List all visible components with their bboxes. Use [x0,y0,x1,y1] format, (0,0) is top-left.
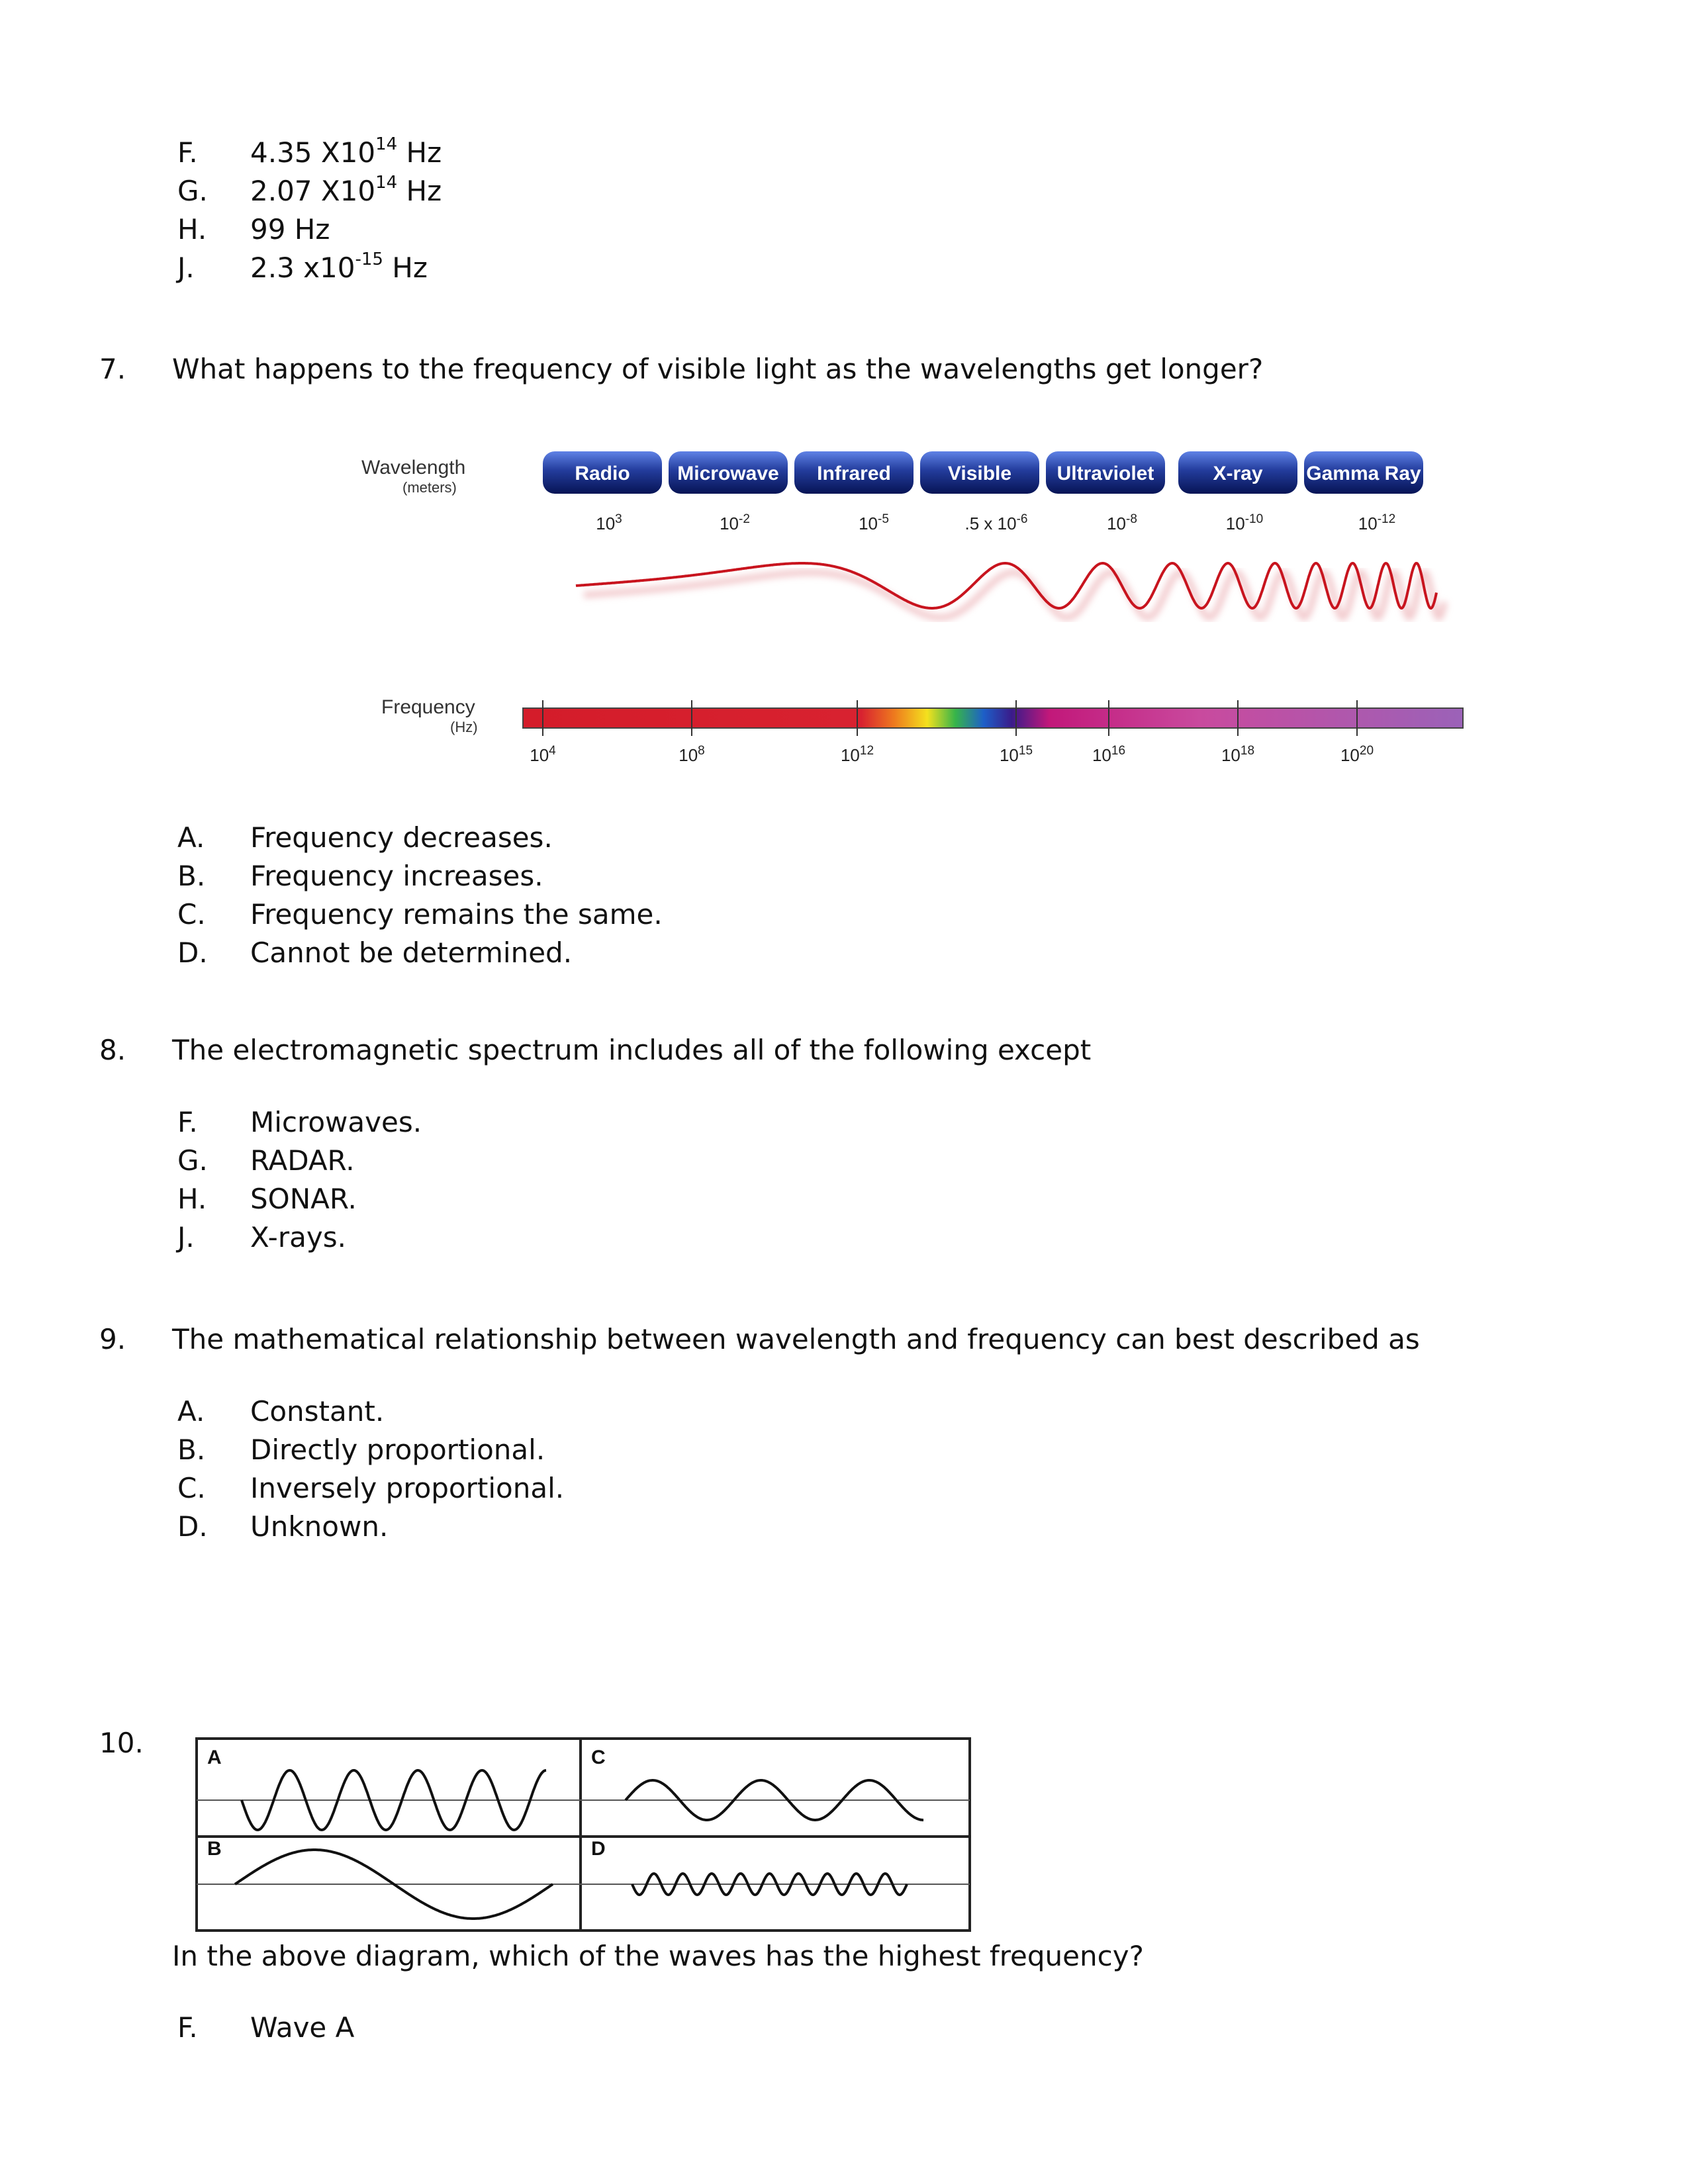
q6-option-text: 99 Hz [250,213,330,246]
wave-label-b: B [207,1838,222,1860]
option-letter: F. [177,2011,198,2044]
band-label: Ultraviolet [1056,463,1154,484]
option-text: SONAR. [250,1183,357,1215]
question-number: 9. [99,1323,126,1355]
option-text: Unknown. [250,1510,389,1543]
option-text: Frequency decreases. [250,821,553,854]
wavelength-value: $10^{-2}$ [720,512,750,533]
option-letter: C. [177,1472,206,1504]
frequency-value: $10^8$ [679,744,705,765]
frequency-value: $10^{20}$ [1340,744,1374,765]
wave-label-d: D [591,1838,606,1860]
wavelength-value: $10^3$ [596,512,622,533]
wavelength-value: $10^{-8}$ [1107,512,1137,533]
frequency-value: $10^{15}$ [999,744,1033,765]
q6-option-text: 2.07 $X10^{14}$ Hz [250,173,442,207]
option-letter: H. [177,1183,207,1215]
option-text: Directly proportional. [250,1433,545,1466]
option-letter: D. [177,1510,208,1543]
em-spectrum-diagram [344,437,1470,781]
wavelength-label: Wavelength [361,457,466,478]
option-letter: D. [177,936,208,969]
band-infrared [794,451,914,494]
wavelength-value: .5 x $10^{-6}$ [964,512,1028,533]
option-letter: A. [177,1395,205,1428]
question-text: The electromagnetic spectrum includes all of the following except [172,1034,1092,1066]
wavelength-value: $10^{-12}$ [1358,512,1396,533]
question-number: 7. [99,353,126,385]
wavelength-values [596,512,1395,533]
band-label: Infrared [817,463,891,484]
band-gamma-ray [1304,451,1423,494]
question-number: 10. [99,1727,144,1759]
option-letter: C. [177,898,206,931]
option-letter: F. [177,1106,198,1138]
wave-label-c: C [591,1747,606,1768]
option-text: Cannot be determined. [250,936,573,969]
waves-comparison-diagram [195,1737,973,1936]
band-ultraviolet [1046,451,1165,494]
q6-option-text: 2.3 $x10^{-15}$ Hz [250,250,428,284]
band-label: Radio [575,463,630,484]
q6-option-text: 4.35 $X10^{14}$ Hz [250,134,442,169]
option-letter: J. [177,1221,195,1253]
band-label: Microwave [677,463,779,484]
band-label: X-ray [1213,463,1263,484]
option-text: Microwaves. [250,1106,422,1138]
option-text: Constant. [250,1395,385,1428]
band-visible [920,451,1039,494]
frequency-value: $10^{18}$ [1221,744,1255,765]
question-number: 8. [99,1034,126,1066]
band-label: Visible [947,463,1012,484]
question-text: The mathematical relationship between wavelength and frequency can best described as [172,1323,1420,1355]
frequency-label: Frequency [381,696,475,718]
option-letter: B. [177,860,206,892]
frequency-value: $10^4$ [530,744,556,765]
q6-option-letter: G. [177,175,208,207]
frequency-value: $10^{16}$ [1092,744,1126,765]
option-letter: A. [177,821,205,854]
option-text: Frequency remains the same. [250,898,663,931]
option-letter: B. [177,1433,206,1466]
option-text: RADAR. [250,1144,355,1177]
q6-option-letter: F. [177,136,198,169]
band-radio [543,451,662,494]
option-text: Wave A [250,2011,355,2044]
frequency-value: $10^{12}$ [840,744,874,765]
spectrum-wave-shadow [584,572,1444,617]
wave-label-a: A [207,1747,222,1768]
q6-option-letter: J. [177,251,195,284]
band-pills [543,451,1423,494]
question-text: In the above diagram, which of the waves has the highest frequency? [172,1940,1144,1972]
option-letter: G. [177,1144,208,1177]
frequency-bar [523,708,1463,728]
wavelength-value: $10^{-5}$ [859,512,889,533]
option-text: Frequency increases. [250,860,543,892]
band-label: Gamma Ray [1306,463,1421,484]
band-microwave [669,451,788,494]
q6-option-letter: H. [177,213,207,246]
band-x-ray [1178,451,1297,494]
option-text: X-rays. [250,1221,346,1253]
wavelength-value: $10^{-10}$ [1225,512,1264,533]
option-text: Inversely proportional. [250,1472,565,1504]
question-text: What happens to the frequency of visible light as the wavelengths get longer? [172,353,1264,385]
frequency-unit: (Hz) [450,719,478,735]
wavelength-unit: (meters) [402,479,457,496]
